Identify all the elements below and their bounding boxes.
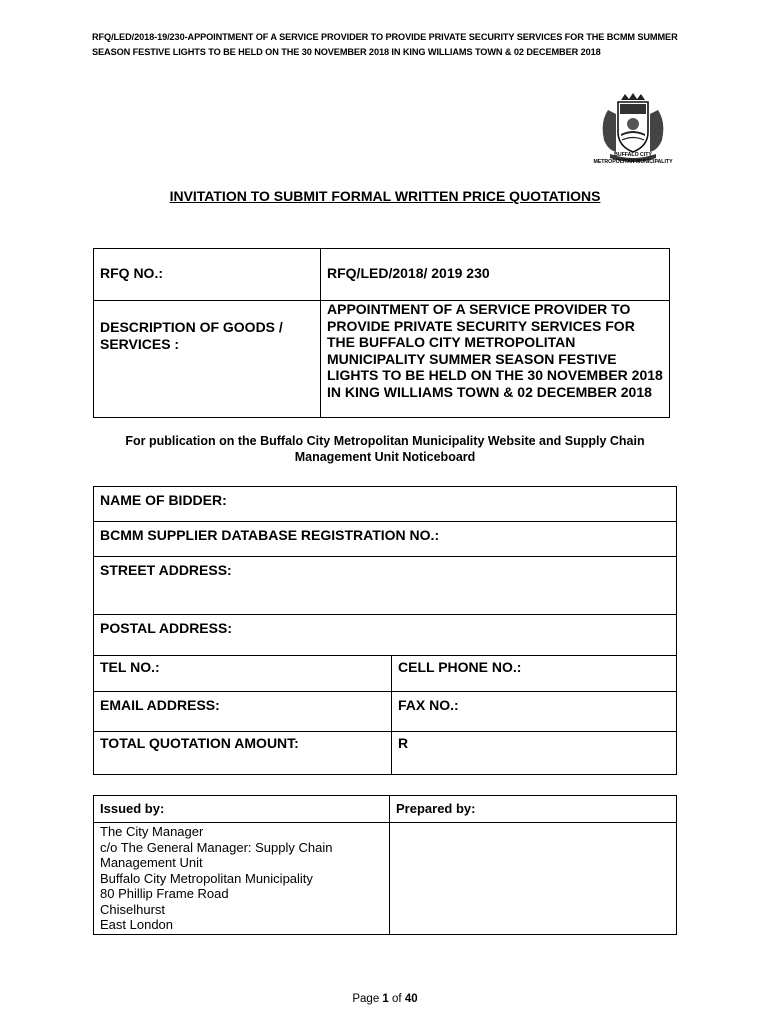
issuer-address [94, 823, 390, 935]
description-value: APPOINTMENT OF A SERVICE PROVIDER TO PROVIDE PRIVATE SECURITY SERVICES FOR THE BUFFALO CITY METROPOLITAN MUNICIPALITY SUMMER SEASON FESTIVE LIGHTS TO BE HELD ON THE 30 NOVEMBER 2018 IN KING WILLIAMS TOWN & 02 DECEMBER 2018 [321, 301, 670, 418]
logo-caption-line2: METROPOLITAN MUNICIPALITY [593, 158, 673, 165]
total-pages: 40 [404, 993, 418, 1005]
address-line: c/o The General Manager: Supply Chain [100, 839, 333, 855]
address-line: Management Unit [100, 855, 203, 870]
tel-no-field: TEL NO.: [94, 656, 392, 692]
publication-note: For publication on the Buffalo City Metropolitan Municipality Website and Supply Chain Management Unit Noticeboard [125, 434, 645, 464]
email-address-field: EMAIL ADDRESS: [94, 692, 392, 732]
current-page: 1 [382, 993, 389, 1005]
issued-by-label: Issued by: [94, 796, 390, 823]
of-word: of [392, 993, 402, 1005]
rfq-number-label: RFQ NO.: [94, 249, 321, 301]
page-number-footer [0, 993, 770, 1005]
currency-symbol: R [392, 732, 677, 775]
address-line: The City Manager [100, 824, 204, 839]
address-line: Chiselhurst [100, 901, 166, 917]
page-title: INVITATION TO SUBMIT FORMAL WRITTEN PRICE QUOTATIONS [169, 188, 601, 204]
prepared-by-value [390, 823, 677, 935]
cell-phone-field: CELL PHONE NO.: [392, 656, 677, 692]
description-label: DESCRIPTION OF GOODS / SERVICES : [94, 301, 321, 418]
address-line: Buffalo City Metropolitan Municipality [100, 870, 313, 886]
page-word: Page [352, 993, 380, 1005]
rfq-info-table [93, 248, 670, 418]
supplier-registration-field: BCMM SUPPLIER DATABASE REGISTRATION NO.: [94, 522, 677, 557]
street-address-field: STREET ADDRESS: [94, 557, 677, 615]
document-reference-header: RFQ/LED/2018-19/230-APPOINTMENT OF A SERVICE PROVIDER TO PROVIDE PRIVATE SECURITY SERVICES FOR THE BCMM SUMMER SEASON FESTIVE LIGHTS TO BE HELD ON THE 30 NOVEMBER 2018 IN KING WILLIAMS TOWN & 02 DECEMBER 2018 [92, 32, 678, 57]
total-quotation-amount-field: TOTAL QUOTATION AMOUNT: [94, 732, 392, 775]
issue-details-table [93, 795, 677, 935]
rfq-number-value: RFQ/LED/2018/ 2019 230 [321, 249, 670, 301]
postal-address-field: POSTAL ADDRESS: [94, 615, 677, 656]
logo-caption-line1: BUFFALO CITY [614, 152, 652, 158]
logo-caption [578, 152, 688, 165]
address-line: East London [100, 917, 174, 932]
fax-no-field: FAX NO.: [392, 692, 677, 732]
name-of-bidder-field: NAME OF BIDDER: [94, 487, 677, 522]
address-line: 80 Phillip Frame Road [100, 886, 229, 901]
prepared-by-label: Prepared by: [390, 796, 677, 823]
bidder-details-table [93, 486, 677, 775]
